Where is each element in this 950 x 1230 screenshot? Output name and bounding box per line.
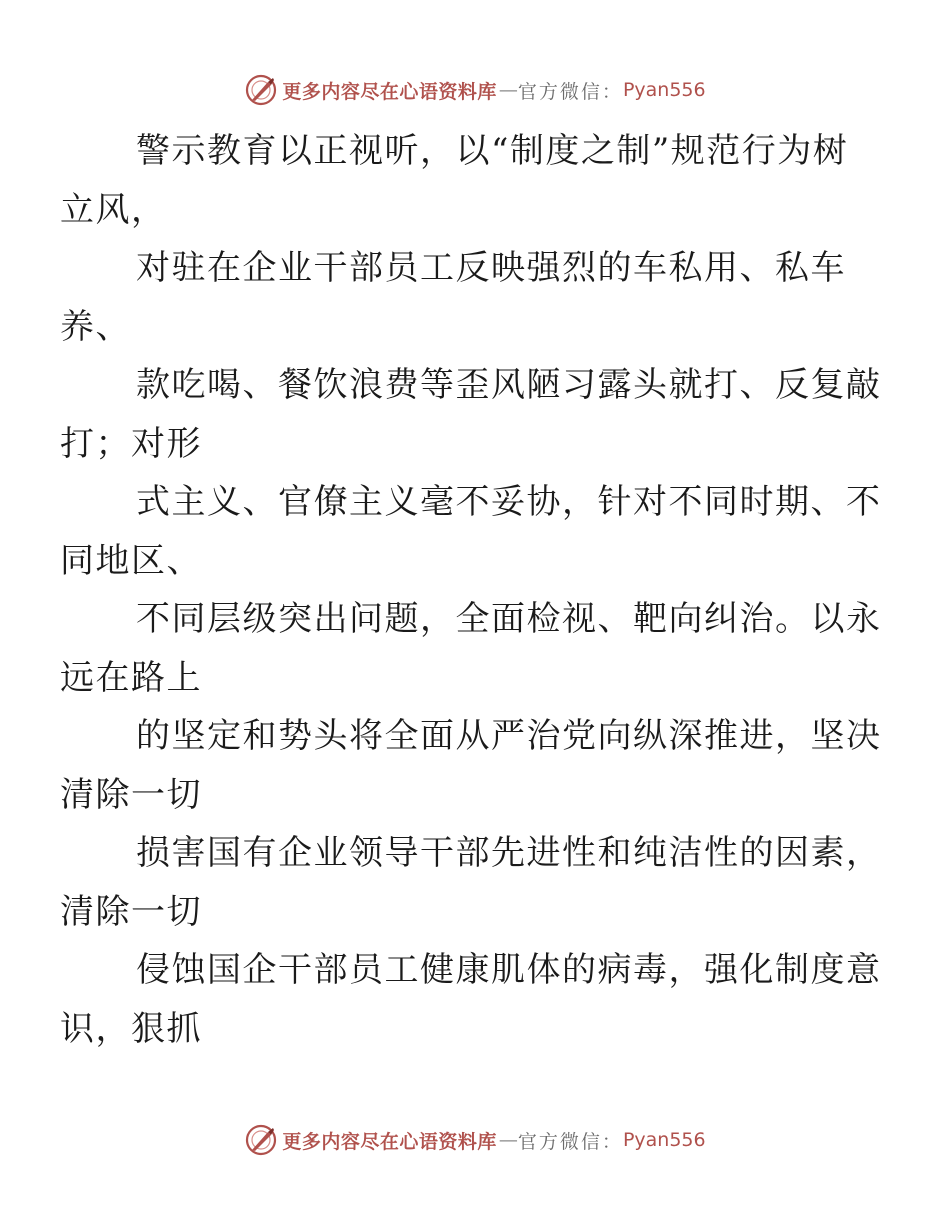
- header-watermark: [0, 70, 950, 110]
- paragraph: [60, 356, 882, 473]
- paragraph: [60, 590, 882, 707]
- watermark-official-label: 官方微信：: [517, 80, 623, 103]
- footer-watermark: [0, 1120, 950, 1160]
- paragraph-line: 对驻在企业干部员工反映强烈的车私用、私车: [136, 248, 846, 288]
- paragraph-line: 式主义、官僚主义毫不妥协，针对不同时期、不: [136, 482, 882, 522]
- watermark-brand: 更多内容尽在心语资料库: [282, 80, 497, 103]
- paragraph-line: 立风，: [60, 189, 167, 230]
- paragraph-line: 打；对形: [60, 423, 202, 464]
- paragraph-line: 清除一切: [60, 891, 202, 932]
- paragraph-line: 不同层级突出问题，全面检视、靶向纠治。以永: [136, 599, 882, 639]
- paragraph-line: 侵蚀国企干部员工健康肌体的病毒，强化制度意: [136, 950, 882, 990]
- watermark-brand: 更多内容尽在心语资料库: [282, 1130, 497, 1153]
- paragraph: [60, 941, 882, 1058]
- paragraph-line: 远在路上: [60, 657, 202, 698]
- paragraph-line: 损害国有企业领导干部先进性和纯洁性的因素，: [136, 833, 882, 873]
- watermark-handle: Pyan556: [622, 79, 706, 101]
- paragraph: [60, 824, 882, 941]
- watermark-handle: Pyan556: [622, 1129, 706, 1151]
- document-body: [60, 122, 882, 1058]
- paragraph-line: 警示教育以正视听，以“制度之制”规范行为树: [136, 131, 849, 171]
- watermark-separator: —: [498, 1129, 516, 1151]
- paragraph-line: 清除一切: [60, 774, 202, 815]
- paragraph: [60, 707, 882, 824]
- paragraph-line: 识，狠抓: [60, 1008, 202, 1049]
- paragraph-line: 的坚定和势头将全面从严治党向纵深推进，坚决: [136, 716, 882, 756]
- paragraph: [60, 122, 858, 239]
- quill-logo-icon: [244, 1123, 278, 1157]
- paragraph: [60, 239, 858, 356]
- watermark-official-label: 官方微信：: [517, 1130, 623, 1153]
- paragraph-line: 同地区、: [60, 540, 202, 581]
- quill-logo-icon: [244, 73, 278, 107]
- watermark-separator: —: [498, 79, 516, 101]
- paragraph-line: 款吃喝、餐饮浪费等歪风陋习露头就打、反复敲: [136, 365, 882, 405]
- paragraph-line: 养、: [60, 306, 131, 347]
- paragraph: [60, 473, 882, 590]
